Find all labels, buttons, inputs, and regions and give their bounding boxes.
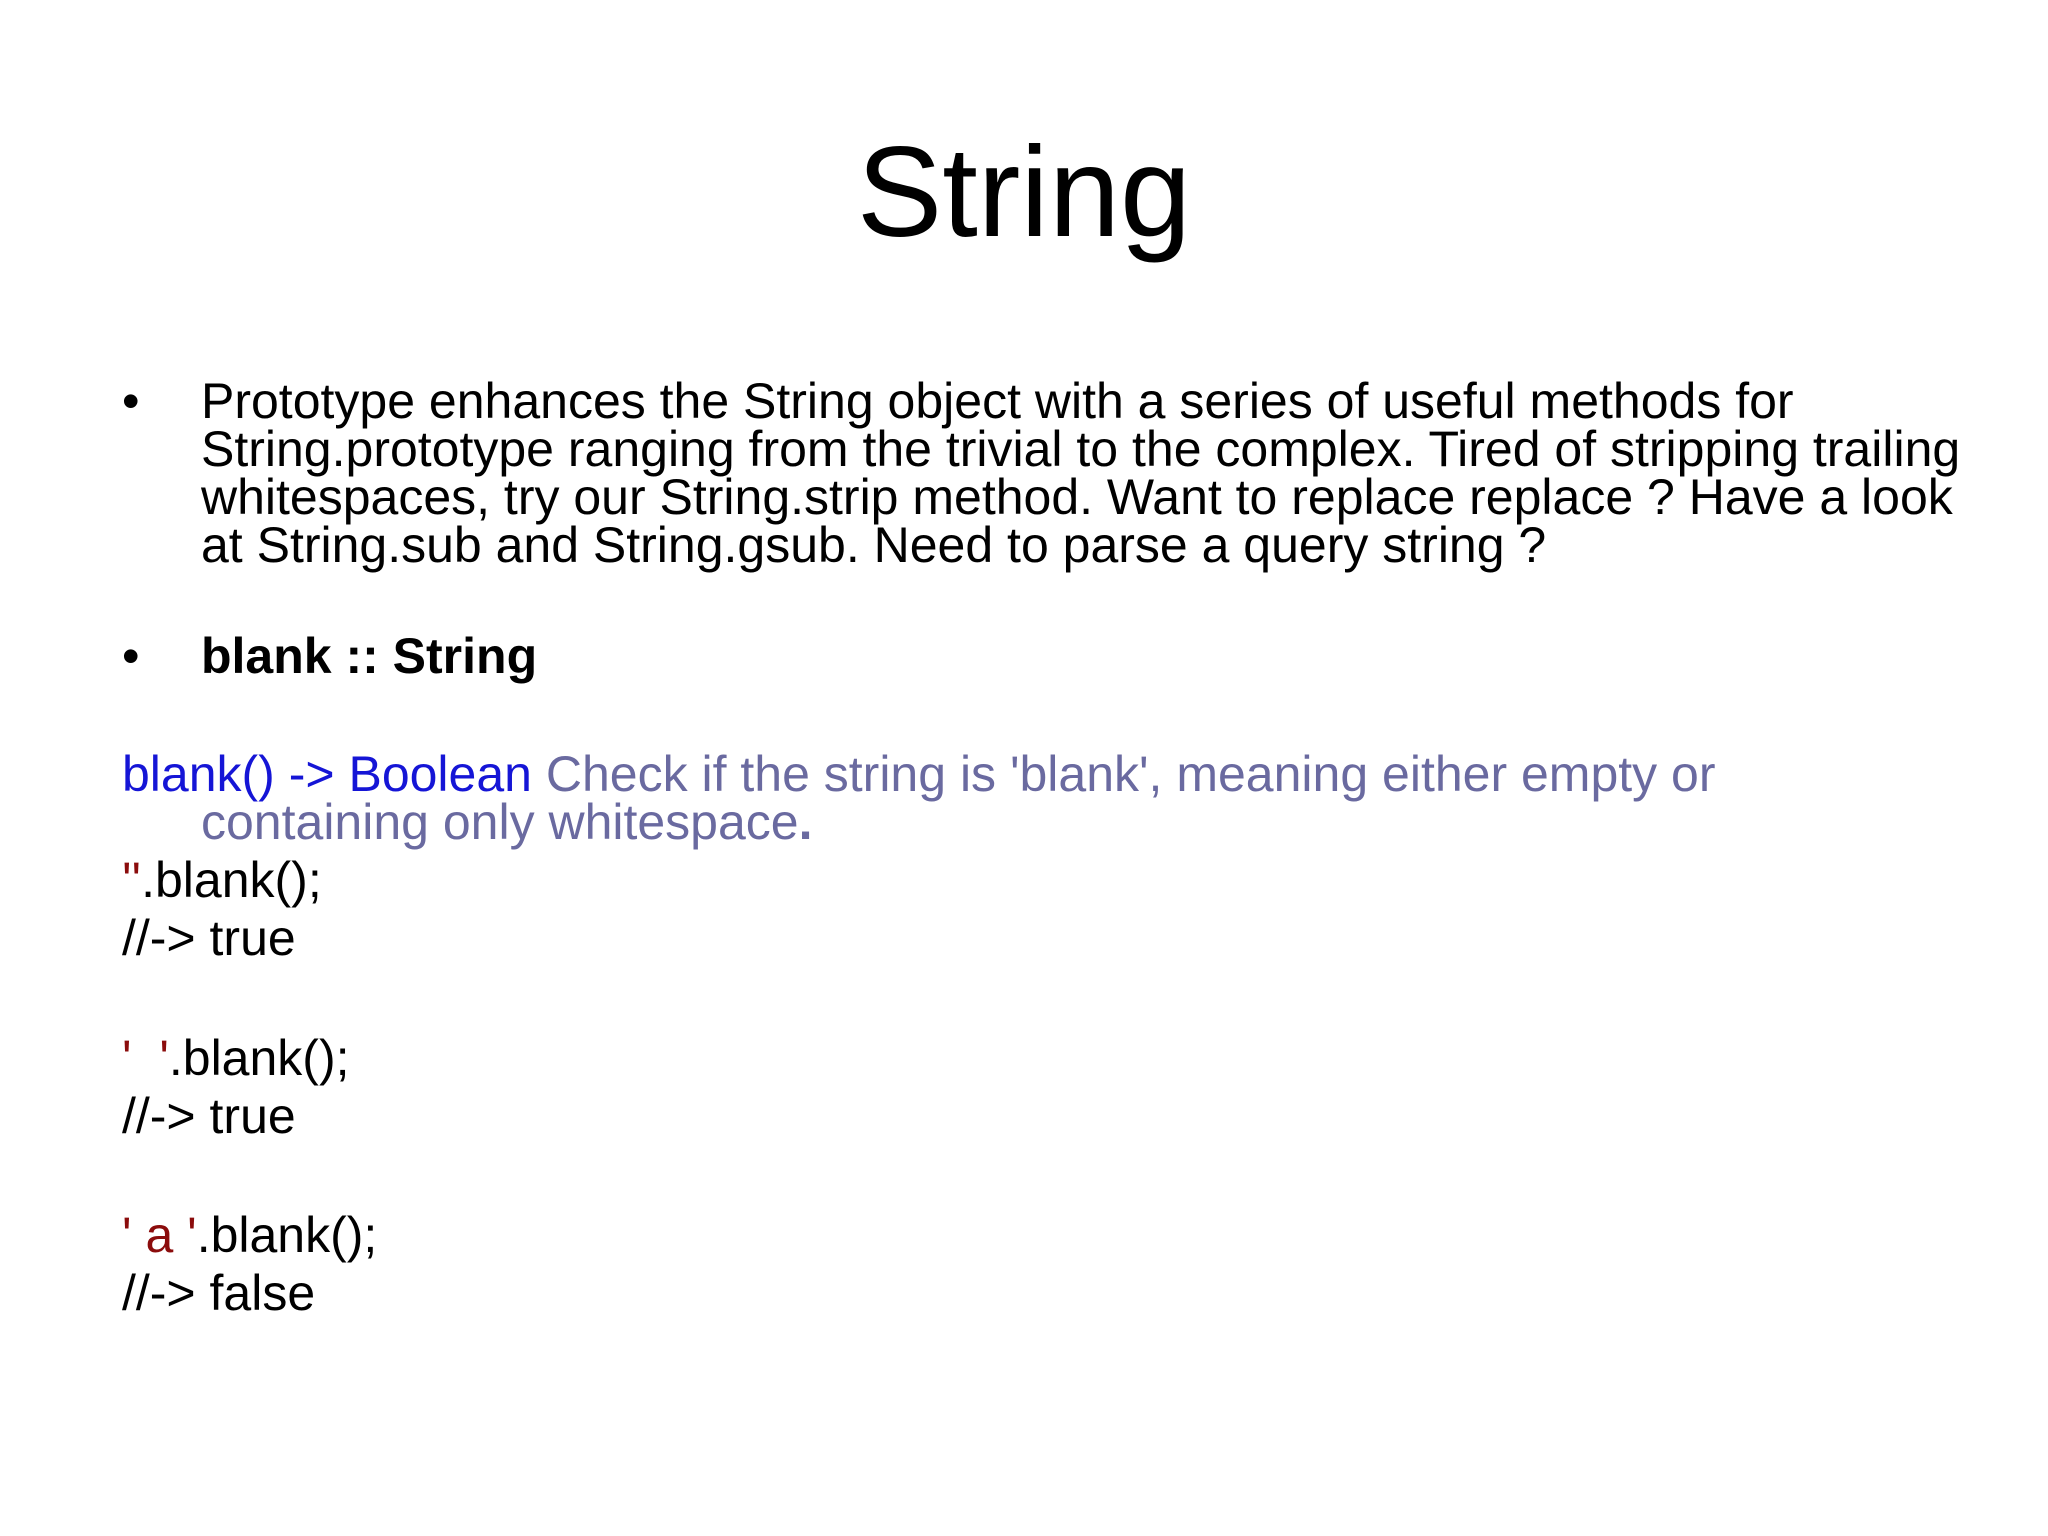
method-call: .blank();	[141, 852, 322, 908]
method-description	[122, 746, 1942, 850]
bullet-text-blank-heading: blank :: String	[201, 628, 538, 684]
code-example-2	[122, 1029, 350, 1145]
slide-title: String	[856, 121, 1192, 264]
method-signature: blank() -> Boolean	[122, 746, 532, 802]
method-description-text: Check if the string is 'blank', meaning either empty or containing only whitespace	[201, 746, 1716, 850]
method-description-period: .	[798, 794, 813, 850]
method-call: .blank();	[168, 1030, 350, 1086]
result-comment: //-> true	[122, 1088, 296, 1144]
bullet-marker: •	[122, 373, 140, 429]
result-comment: //-> false	[122, 1265, 316, 1321]
bullet-marker: •	[122, 628, 140, 684]
string-literal: ' a '	[122, 1207, 197, 1263]
bullet-item-intro	[122, 373, 1961, 577]
result-comment: //-> true	[122, 910, 296, 966]
method-call: .blank();	[196, 1207, 378, 1263]
code-example-3	[122, 1206, 377, 1322]
bullet-item-blank	[122, 628, 1922, 692]
code-example-1	[122, 851, 322, 967]
string-literal: ' '	[122, 1030, 169, 1086]
method-line	[122, 746, 1942, 850]
bullet-text-intro: Prototype enhances the String object with a series of useful methods for String.prototype ranging from the trivial to the complex. Tired of stripping trailing whitespaces, try our String.strip method. Want to replace replace ? Have a look at String.sub and String.gsub. Need to parse a query string ?	[201, 373, 1961, 573]
string-literal: ''	[122, 852, 142, 908]
